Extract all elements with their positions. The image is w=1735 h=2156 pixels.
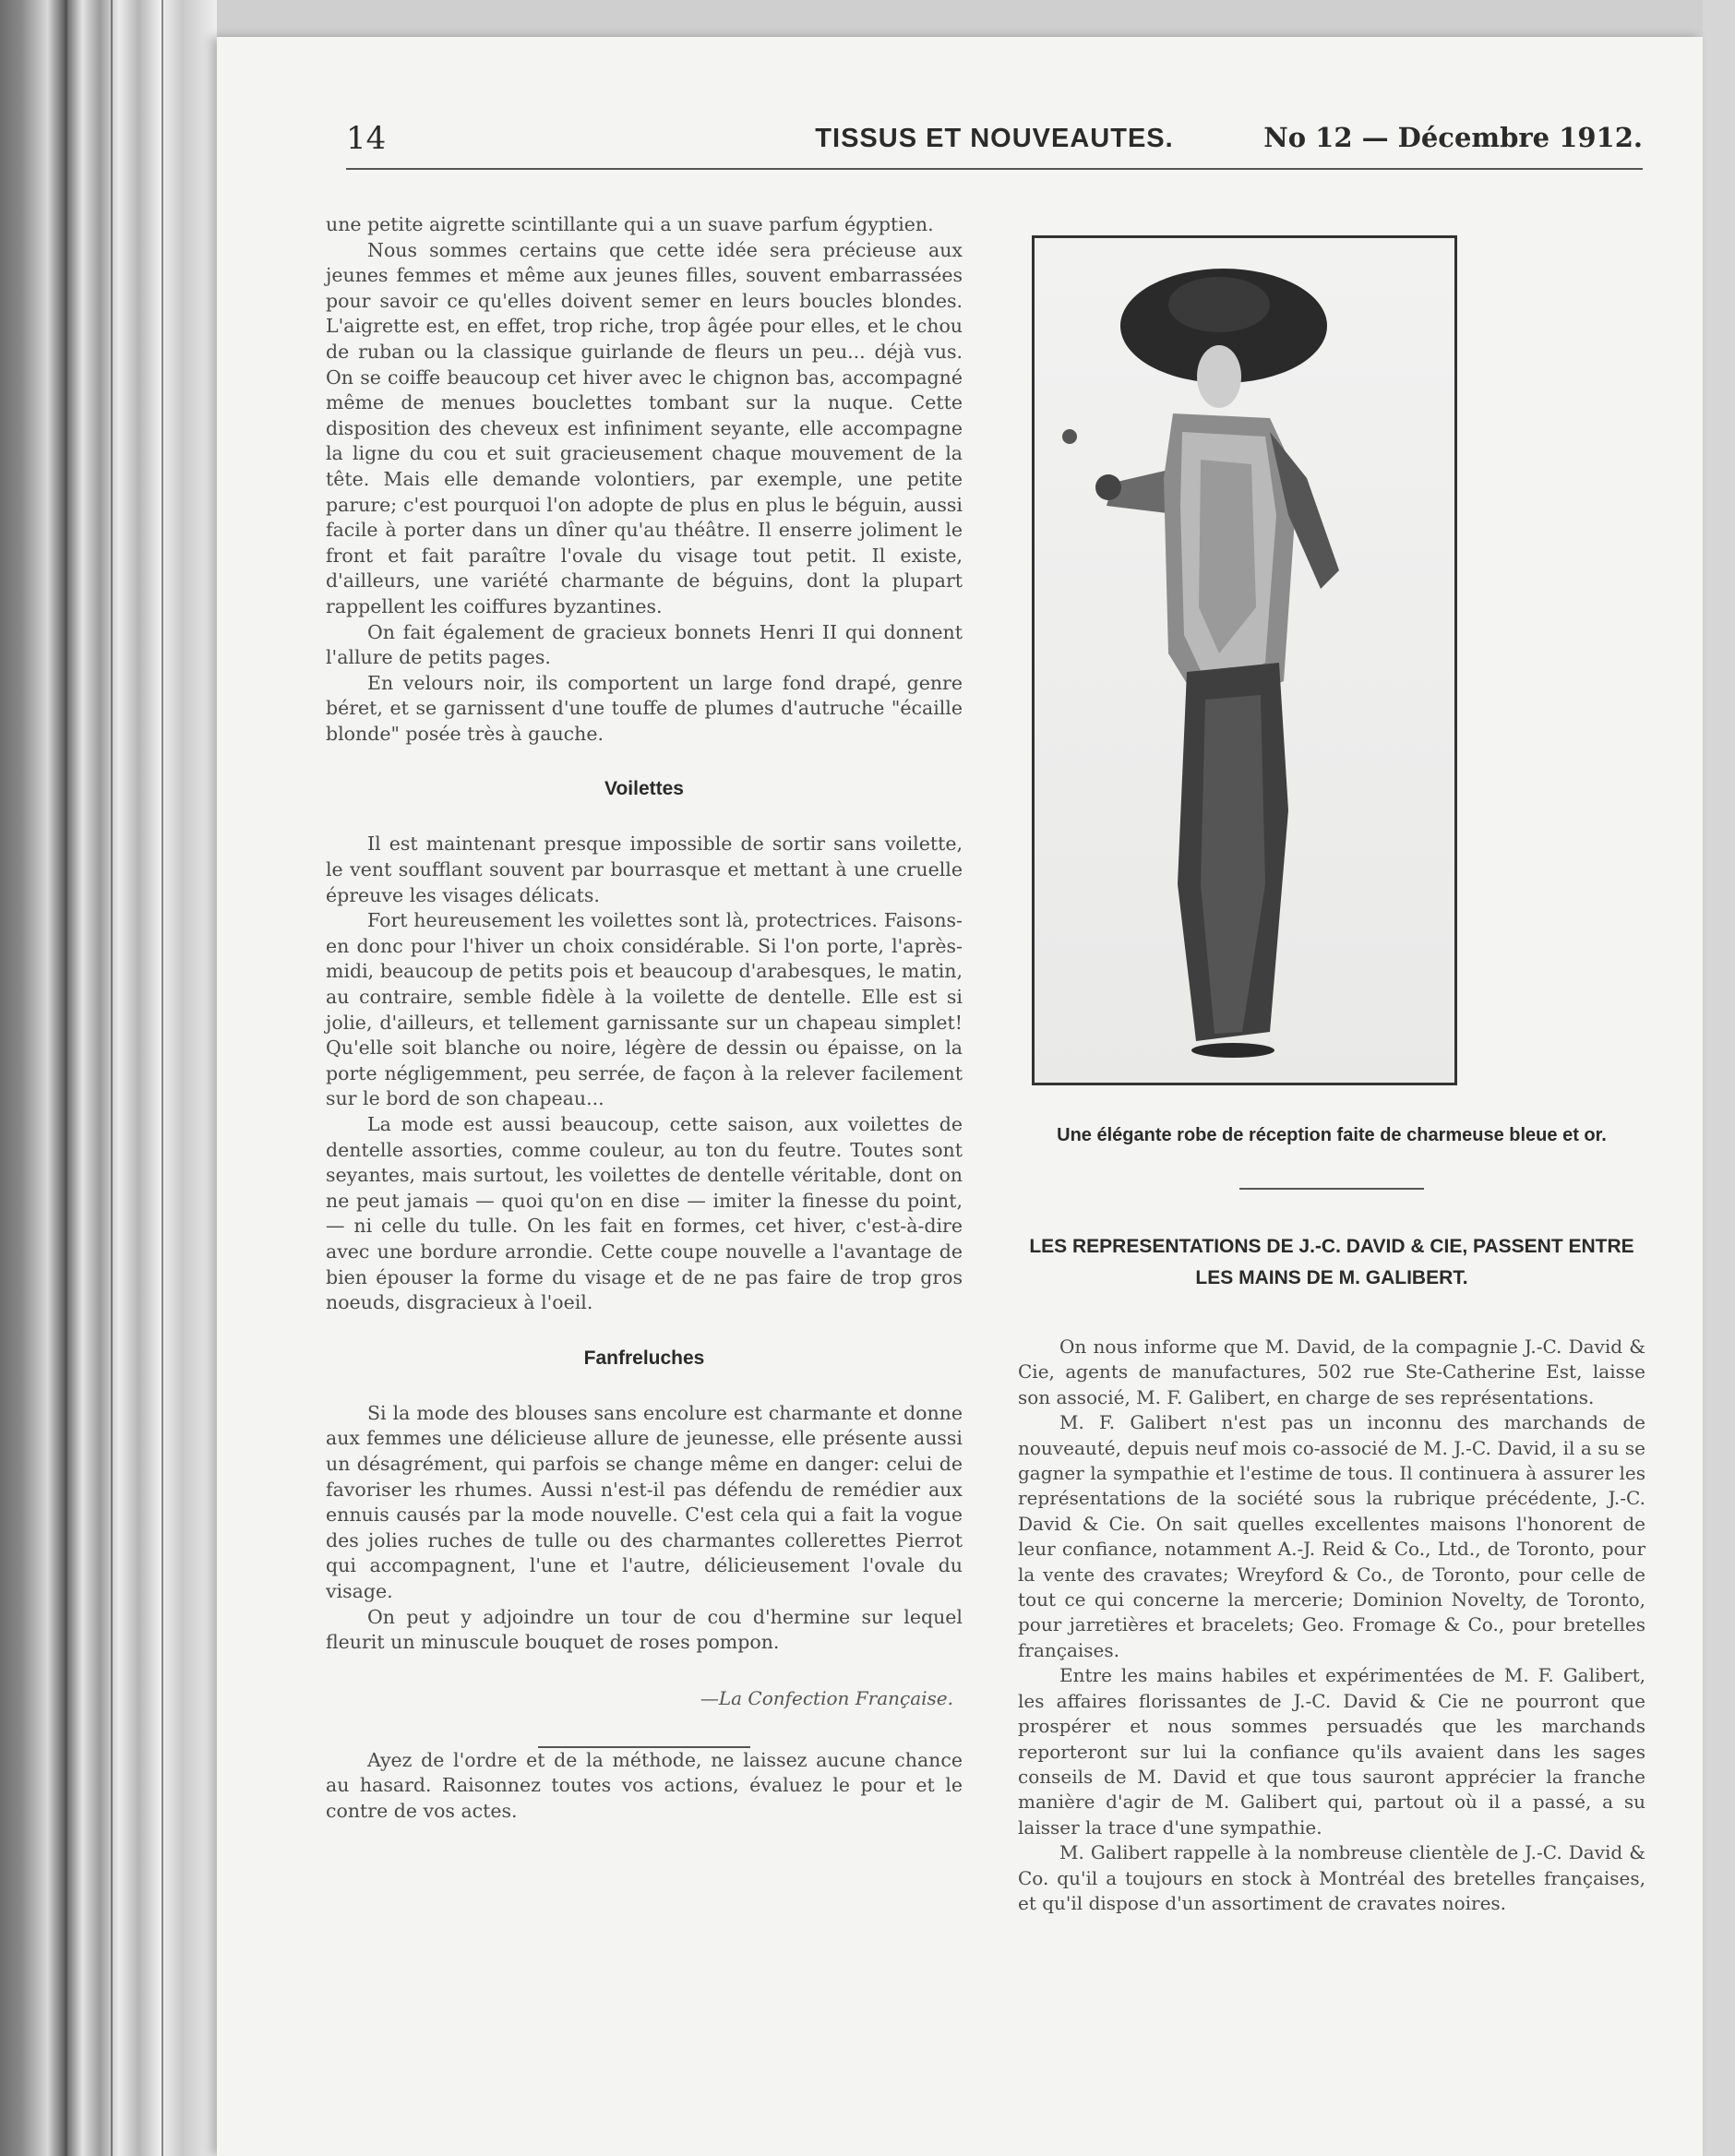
paragraph: En velours noir, ils comportent un large fond drapé, genre béret, et se garnissent d'une touffe de plumes d'autruche "écaille blonde" posée très à gauche. — [326, 671, 963, 745]
header-rule — [346, 168, 1643, 170]
paragraph: une petite aigrette scintillante qui a un suave parfum égyptien. — [326, 213, 934, 235]
left-column — [326, 212, 963, 1824]
paragraph: On fait également de gracieux bonnets Henri II qui donnent l'allure de petits pages. — [326, 620, 963, 669]
paragraph: M. F. Galibert n'est pas un inconnu des marchands de nouveauté, depuis neuf mois co-associé de M. J.-C. David, il a su se gagner la sympathie et l'estime de tous. Il continuera à assurer les représentations de la société sous la rubrique précédente, J.-C. David & Cie. On sait quelles excellentes maisons l'honorent de leur confiance, notamment A.-J. Reid & Co., Ltd., de Toronto, pour la vente des cravates; Wreyford & Co., de Toronto, pour celle de tout ce qui concerne la mercerie; Dominion Novelty, de Toronto, pour jarretières et bracelets; Geo. Fromage & Co., pour bretelles françaises. — [1018, 1411, 1645, 1661]
source-attribution: —La Confection Française. — [700, 1686, 953, 1709]
paragraph: Si la mode des blouses sans encolure est charmante et donne aux femmes une délicieuse allure de jeunesse, elle présente aussi un désagrément, qui parfois se change même en danger: celui de favoriser les rhumes. Aussi n'est-il pas défendu de remédier aux ennuis causés par la mode nouvelle. C'est cela qui a fait la vogue des jolies ruches de tulle ou des charmantes collerettes Pierrot qui accompagnent, l'une et l'autre, délicieusement l'ovale du visage. — [326, 1401, 963, 1602]
maxim-paragraph: Ayez de l'ordre et de la méthode, ne laissez aucune chance au hasard. Raisonnez toutes vos actions, évaluez le pour et le contre de vos actes. — [326, 1748, 963, 1822]
paragraph: Entre les mains habiles et expérimentées de M. F. Galibert, les affaires florissantes de J.-C. David & Cie ne pourront que prospérer et nous sommes persuadés que les marchands reporteront sur lui la confiance qu'ils avaient dans les sages conseils de M. David et que tous sauront apprécier la franche manière d'agir de M. Galibert qui, partout où il a passé, a su laisser la trace d'une sympathie. — [1018, 1664, 1645, 1839]
book-binding-edge — [0, 0, 217, 2156]
article-title: LES REPRESENTATIONS DE J.-C. DAVID & CIE, PASSENT ENTRE LES MAINS DE M. GALIBERT. — [1029, 1236, 1634, 1288]
fashion-photograph — [1032, 235, 1457, 1085]
woman-in-gown-illustration — [1035, 238, 1454, 1083]
journal-title: TISSUS ET NOUVEAUTES. — [815, 124, 1174, 153]
scan-right-margin — [1703, 0, 1735, 2156]
section-divider — [1239, 1188, 1424, 1190]
issue-date: No 12 — Décembre 1912. — [1263, 122, 1643, 153]
right-column — [1018, 212, 1645, 1916]
section-heading-fanfreluches: Fanfreluches — [583, 1347, 705, 1369]
paragraph: Il est maintenant presque impossible de sortir sans voilette, le vent soufflant souvent par bourrasque et mettant à une cruelle épreuve les visages délicats. — [326, 832, 963, 906]
photo-caption: Une élégante robe de réception faite de charmeuse bleue et or. — [1057, 1125, 1607, 1145]
page-number: 14 — [346, 120, 387, 157]
paragraph: La mode est aussi beaucoup, cette saison, aux voilettes de dentelle assorties, comme couleur, au ton du feutre. Toutes sont seyantes, mais surtout, les voilettes de dentelle véritable, dont on ne peut jamais — quoi qu'on en dise — imiter la finesse du point, — ni celle du tulle. On les fait en formes, cet hiver, c'est-à-dire avec une bordure arrondie. Cette coupe nouvelle a l'avantage de bien épouser la forme du visage et de ne pas faire de trop gros noeuds, disgracieux à l'oeil. — [326, 1113, 963, 1314]
paragraph: On nous informe que M. David, de la compagnie J.-C. David & Cie, agents de manufactures, 502 rue Ste-Catherine Est, laisse son associé, M. F. Galibert, en charge de ses représentations. — [1018, 1336, 1645, 1408]
page-header — [346, 113, 1643, 168]
paragraph: M. Galibert rappelle à la nombreuse clientèle de J.-C. David & Co. qu'il a toujours en stock à Montréal des bretelles françaises, et qu'il dispose d'un assortiment de cravates noires. — [1018, 1841, 1645, 1914]
magazine-page — [217, 37, 1703, 2156]
paragraph: Fort heureusement les voilettes sont là, protectrices. Faisons-en donc pour l'hiver un choix considérable. Si l'on porte, l'après-midi, beaucoup de petits pois et beaucoup d'arabesques, le matin, au contraire, semble fidèle à la voilette de dentelle. Elle est si jolie, d'ailleurs, et tellement garnissante sur un chapeau simplet! Qu'elle soit blanche ou noire, légère de dessin ou épaisse, on la porte négligemment, peu serrée, de façon à la relever facilement sur le bord de son chapeau... — [326, 909, 963, 1110]
paragraph: Nous sommes certains que cette idée sera précieuse aux jeunes femmes et même aux jeunes filles, souvent embarrassées pour savoir ce qu'elles doivent semer en leurs boucles blondes. L'aigrette est, en effet, trop riche, trop âgée pour elles, et le chou de ruban ou la classique guirlande de fleurs un peu... déjà vus. On se coiffe beaucoup cet hiver avec le chignon bas, accompagné même de menues bouclettes tombant sur la nuque. Cette disposition des cheveux est infiniment seyante, elle accompagne la ligne du cou et suit gracieusement chaque mouvement de la tête. Mais elle demande volontiers, par exemple, une petite parure; c'est pourquoi l'on adopte de plus en plus le béguin, aussi facile à porter dans un dîner qu'au théâtre. Il enserre joliment le front et fait paraître l'ovale du visage tout petit. Il existe, d'ailleurs, une variété charmante de béguins, dont la plupart rappellent les coiffures byzantines. — [326, 238, 963, 617]
paragraph: On peut y adjoindre un tour de cou d'hermine sur lequel fleurit un minuscule bouquet de roses pompon. — [326, 1605, 963, 1654]
section-heading-voilettes: Voilettes — [604, 778, 684, 800]
